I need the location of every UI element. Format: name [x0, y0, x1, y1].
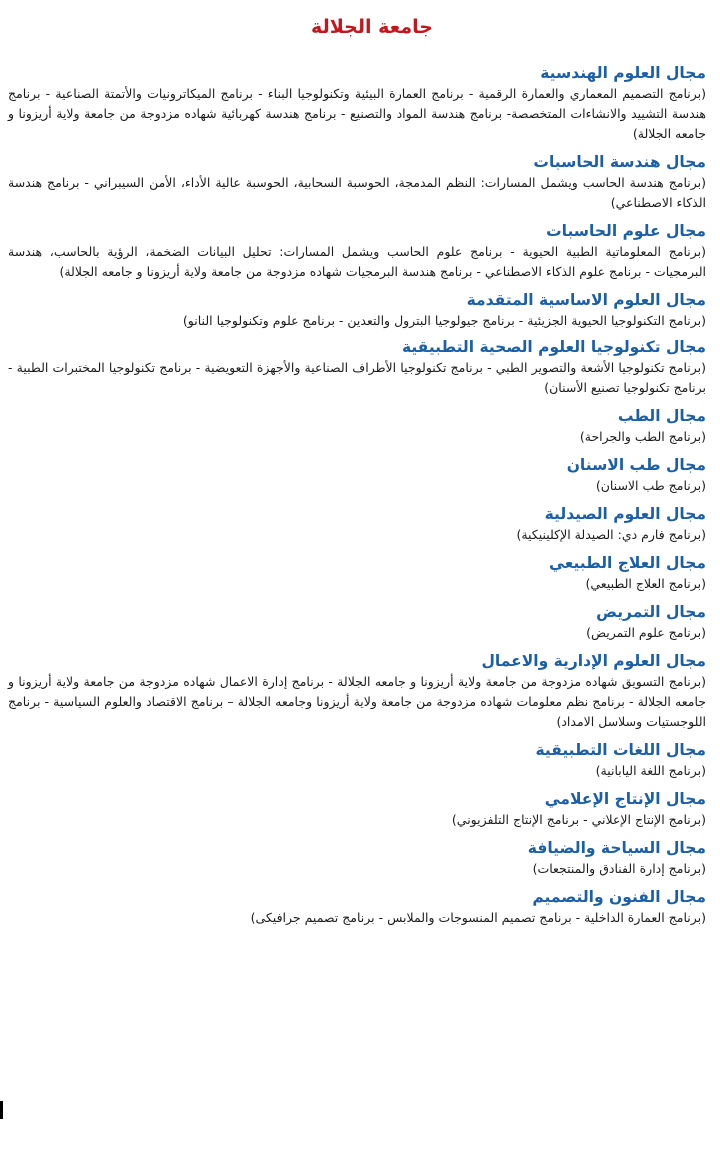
section-title: مجال العلوم الإدارية والاعمال: [481, 652, 706, 670]
document-title: جامعة الجلالة: [311, 16, 433, 38]
section-spacer: [8, 282, 706, 289]
section-title: مجال الطب: [617, 407, 706, 425]
section-title: مجال هندسة الحاسبات: [533, 153, 706, 171]
section-title: مجال التمريض: [596, 603, 706, 621]
section-title: مجال تكنولوجيا العلوم الصحية التطبيقية: [401, 338, 706, 356]
section-programs: (برنامج علوم التمريض): [586, 625, 706, 640]
section-programs: (برنامج تكنولوجيا الأشعة والتصوير الطبي - برنامج تكنولوجيا الأطراف الصناعية والأجهزة التعويضية - برنامج تكنولوجيا المختبرات الطبية - برنامج تكنولوجيا تصنيع الأسنان): [8, 360, 706, 395]
section-title: مجال طب الاسنان: [566, 456, 706, 474]
section-computer-science: [8, 220, 706, 282]
section-title: مجال اللغات التطبيقية: [535, 741, 706, 759]
section-programs: (برنامج التكنولوجيا الحيوية الجزيئية - برنامج جيولوجيا البترول والتعدين - برنامج علوم وتكنولوجيا النانو): [182, 313, 706, 328]
section-spacer: [8, 830, 706, 837]
section-programs: (برنامج الإنتاج الإعلاني - برنامج الإنتاج التلفزيوني): [451, 812, 706, 827]
section-nursing: [8, 601, 706, 643]
section-programs: (برنامج هندسة الحاسب ويشمل المسارات: النظم المدمجة، الحوسبة السحابية، الحوسبة عالية الأداء، الأمن السيبراني - برنامج هندسة الذكاء الاصطناعي): [8, 175, 706, 210]
section-title: مجال العلاج الطبيعي: [549, 554, 706, 572]
section-programs: (برنامج التصميم المعماري والعمارة الرقمية - برنامج العمارة البيئية وتكنولوجيا البناء - برنامج الميكاترونيات والأتمتة الصناعية - برنامج هندسة التشييد والانشاءات المتخصصة- برنامج هندسة المواد والتصنيع - برنامج هندسة كهربائية شهاده مزدوجة من جامعة ولاية أريزونا و جامعه الجلالة): [8, 86, 706, 141]
section-physical-therapy: [8, 552, 706, 594]
section-programs: (برنامج الطب والجراحة): [579, 429, 706, 444]
section-business-administration: [8, 650, 706, 732]
scan-edge-mark: [0, 1101, 3, 1119]
section-pharmacy: [8, 503, 706, 545]
section-programs: (برنامج التسويق شهاده مزدوجة من جامعة ولاية أريزونا و جامعه الجلالة - برنامج إدارة الاعمال شهاده مزدوجة من جامعة ولاية أريزونا و جامعه الجلالة - برنامج نظم معلومات شهاده مزدوجة من جامعة ولاية أريزونا وجامعه الجلالة – برنامج الاقتصاد والعلوم السياسية - برنامج اللوجستيات وسلاسل الامداد): [8, 674, 706, 729]
section-computer-engineering: [8, 151, 706, 213]
section-title: مجال الإنتاج الإعلامي: [544, 790, 706, 808]
section-spacer: [8, 496, 706, 503]
section-spacer: [8, 781, 706, 788]
section-spacer: [8, 398, 706, 405]
section-medicine: [8, 405, 706, 447]
section-tourism-hospitality: [8, 837, 706, 879]
section-programs: (برنامج اللغة اليابانية): [595, 763, 706, 778]
section-title: مجال العلوم الصيدلية: [544, 505, 706, 523]
section-spacer: [8, 447, 706, 454]
section-programs: (برنامج المعلوماتية الطبية الحيوية - برنامج علوم الحاسب ويشمل المسارات: تحليل البيانات الضخمة، الرؤية بالحاسب، هندسة البرمجيات - برنامج علوم الذكاء الاصطناعي - برنامج هندسة البرمجيات شهاده مزدوجة من جامعة ولاية أريزونا و جامعه الجلالة): [8, 244, 706, 279]
section-programs: (برنامج العلاج الطبيعي): [585, 576, 706, 591]
section-programs: (برنامج إدارة الفنادق والمنتجعات): [532, 861, 706, 876]
section-programs: (برنامج العمارة الداخلية - برنامج تصميم المنسوجات والملابس - برنامج تصميم جرافيكى): [250, 910, 706, 925]
section-title: مجال الفنون والتصميم: [532, 888, 706, 906]
section-spacer: [8, 144, 706, 151]
section-arts-design: [8, 886, 706, 928]
section-title: مجال علوم الحاسبات: [546, 222, 706, 240]
section-engineering-sciences: [8, 62, 706, 144]
section-dentistry: [8, 454, 706, 496]
section-advanced-basic-sciences: [8, 289, 706, 331]
section-spacer: [8, 732, 706, 739]
section-programs: (برنامج طب الاسنان): [595, 478, 706, 493]
section-title: مجال العلوم الهندسية: [540, 64, 706, 82]
section-spacer: [8, 879, 706, 886]
section-spacer: [8, 594, 706, 601]
section-programs: (برنامج فارم دي: الصيدلة الإكلينيكية): [516, 527, 706, 542]
section-applied-languages: [8, 739, 706, 781]
section-title: مجال العلوم الاساسية المتقدمة: [466, 291, 706, 309]
section-media-production: [8, 788, 706, 830]
section-spacer: [8, 545, 706, 552]
section-spacer: [8, 213, 706, 220]
section-title: مجال السياحة والضيافة: [527, 839, 706, 857]
section-spacer: [8, 643, 706, 650]
section-applied-health-sciences: [8, 336, 706, 398]
